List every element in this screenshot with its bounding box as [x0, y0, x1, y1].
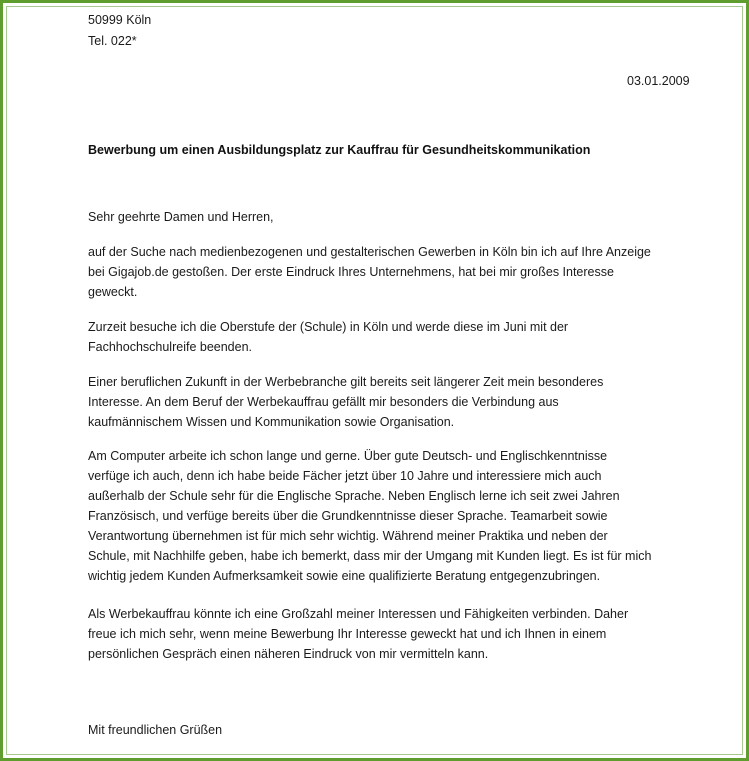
letter-date: 03.01.2009 [627, 74, 690, 88]
paragraph-line: Einer beruflichen Zukunft in der Werbebranche gilt bereits seit längerer Zeit mein besonderes [88, 375, 604, 389]
paragraph-line: auf der Suche nach medienbezogenen und gestalterischen Gewerben in Köln bin ich auf Ihre Anzeige [88, 245, 651, 259]
letter-closing: Mit freundlichen Grüßen [88, 723, 223, 737]
paragraph-5 [88, 604, 698, 664]
paragraph-line: Französisch, und verfüge bereits über die Grundkenntnisse dieser Sprache. Teamarbeit sowie [88, 509, 608, 523]
paragraph-line: Schule, mit Nachhilfe geben, habe ich bemerkt, dass mir der Umgang mit Kunden liegt. Es ist für mich [88, 549, 652, 563]
paragraph-line: Zurzeit besuche ich die Oberstufe der (Schule) in Köln und werde diese im Juni mit der [88, 320, 569, 334]
paragraph-4 [88, 446, 698, 586]
address-city: 50999 Köln [88, 13, 152, 27]
paragraph-line: Verantwortung übernehmen ist für mich sehr wichtig. Während meiner Praktika und neben der [88, 529, 608, 543]
paragraph-line: außerhalb der Schule sehr für die Englische Sprache. Neben Englisch lerne ich seit zwei Jahren [88, 489, 620, 503]
paragraph-line: geweckt. [88, 285, 138, 299]
paragraph-line: wichtig jedem Kunden Aufmerksamkeit sowie eine qualifizierte Beratung entgegenzubringen. [88, 569, 601, 583]
letter-subject: Bewerbung um einen Ausbildungsplatz zur Kauffrau für Gesundheitskommunikation [88, 143, 591, 157]
paragraph-line: Interesse. An dem Beruf der Werbekauffrau gefällt mir besonders die Verbindung aus [88, 395, 559, 409]
paragraph-line: Fachhochschulreife beenden. [88, 340, 253, 354]
letter-salutation: Sehr geehrte Damen und Herren, [88, 210, 274, 224]
paragraph-line: Am Computer arbeite ich schon lange und gerne. Über gute Deutsch- und Englischkenntnisse [88, 449, 608, 463]
paragraph-2 [88, 317, 698, 357]
paragraph-line: verfüge ich auch, denn ich habe beide Fächer jetzt über 10 Jahre und interessiere mich auch [88, 469, 602, 483]
address-phone: Tel. 022* [88, 34, 137, 48]
paragraph-line: Als Werbekauffrau könnte ich eine Großzahl meiner Interessen und Fähigkeiten verbinden. Daher [88, 607, 629, 621]
paragraph-line: kaufmännischem Wissen und Kommunikation sowie Organisation. [88, 415, 455, 429]
paragraph-line: freue ich mich sehr, wenn meine Bewerbung Ihr Interesse geweckt hat und ich Ihnen in einem [88, 627, 607, 641]
paragraph-1 [88, 242, 698, 302]
paragraph-3 [88, 372, 698, 432]
paragraph-line: persönlichen Gespräch einen näheren Eindruck von mir vermitteln kann. [88, 647, 489, 661]
paragraph-line: bei Gigajob.de gestoßen. Der erste Eindruck Ihres Unternehmens, hat bei mir großes Interesse [88, 265, 614, 279]
